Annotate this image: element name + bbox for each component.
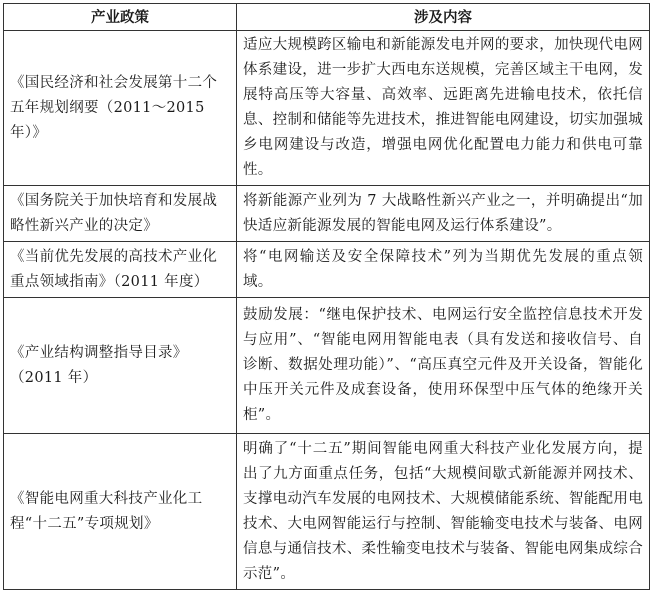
table-row — [4, 298, 650, 434]
header-policy: 产业政策 — [4, 4, 237, 31]
table-row — [4, 242, 650, 298]
table-row — [4, 31, 650, 186]
policy-table — [3, 3, 650, 590]
policy-content: 鼓励发展：“继电保护技术、电网运行安全监控信息技术开发与应用”、“智能电网用智能电表（具有发送和接收信号、自诊断、数据处理功能）”、“高压真空元件及开关设备，智能化中压开关元件及成套设备，使用环保型中压气体的绝缘开关柜”。 — [237, 298, 650, 434]
table-row — [4, 186, 650, 242]
header-row — [4, 4, 650, 31]
header-content: 涉及内容 — [237, 4, 650, 31]
policy-name: 《产业结构调整指导目录》（2011 年） — [4, 298, 237, 434]
policy-name: 《国民经济和社会发展第十二个五年规划纲要（2011～2015年）》 — [4, 31, 237, 186]
table-row — [4, 434, 650, 590]
policy-content: 将新能源产业列为 7 大战略性新兴产业之一，并明确提出“加快适应新能源发展的智能电网及运行体系建设”。 — [237, 186, 650, 242]
policy-content: 明确了“十二五”期间智能电网重大科技产业化发展方向，提出了九方面重点任务，包括“大规模间歇式新能源并网技术、支撑电动汽车发展的电网技术、大规模储能系统、智能配用电技术、大电网智能运行与控制、智能输变电技术与装备、电网信息与通信技术、柔性输变电技术与装备、智能电网集成综合示范”。 — [237, 434, 650, 590]
policy-content: 适应大规模跨区输电和新能源发电并网的要求，加快现代电网体系建设，进一步扩大西电东送规模，完善区域主干电网，发展特高压等大容量、高效率、远距离先进输电技术，依托信息、控制和储能等先进技术，推进智能电网建设，切实加强城乡电网建设与改造，增强电网优化配置电力能力和供电可靠性。 — [237, 31, 650, 186]
policy-name: 《国务院关于加快培育和发展战略性新兴产业的决定》 — [4, 186, 237, 242]
policy-name: 《智能电网重大科技产业化工程“十二五”专项规划》 — [4, 434, 237, 590]
policy-name: 《当前优先发展的高技术产业化重点领域指南》（2011 年度） — [4, 242, 237, 298]
policy-content: 将“电网输送及安全保障技术”列为当期优先发展的重点领域。 — [237, 242, 650, 298]
